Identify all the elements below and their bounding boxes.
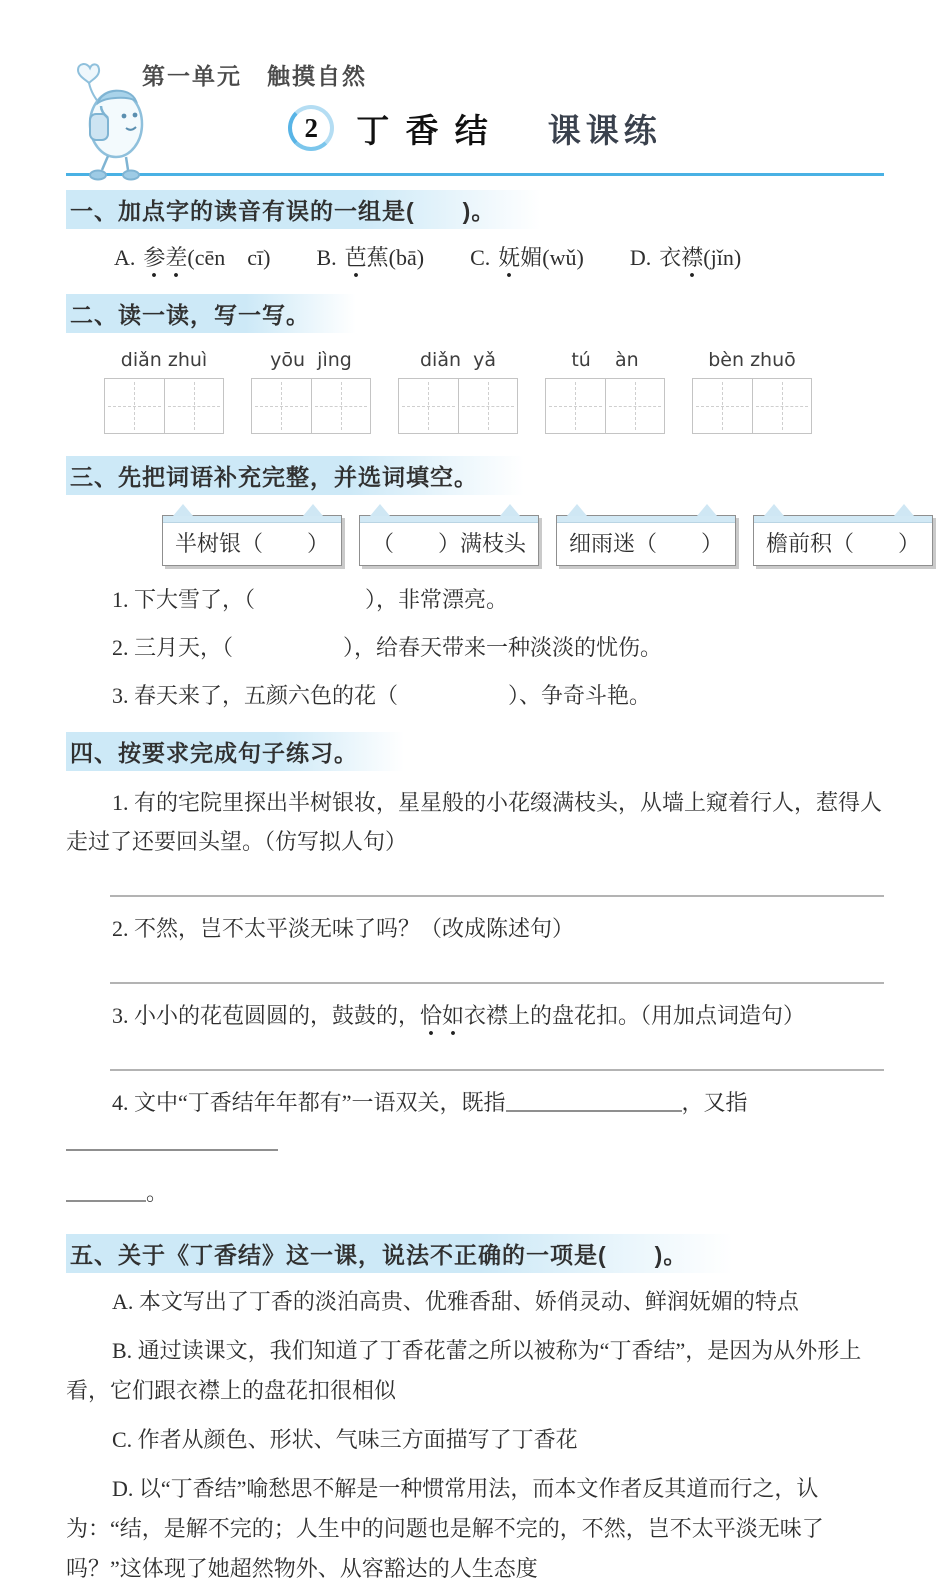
lesson-number-badge: 2 bbox=[288, 105, 334, 151]
s4-item-4: 4. 文中“丁香结年年都有”一语双关，既指 ，又指 bbox=[66, 1083, 884, 1161]
s5-option-a: A. 本文写出了丁香的淡泊高贵、优雅香甜、娇俏灵动、鲜润妩媚的特点 bbox=[112, 1289, 799, 1314]
s3-item-2: 2. 三月天，（ ），给春天带来一种淡淡的忧伤。 bbox=[112, 635, 663, 660]
grid-cell[interactable] bbox=[605, 379, 665, 433]
s5-option-d: D. 以“丁香结”喻愁思不解是一种惯常用法，而本文作者反其道而行之，认为：“结，是解不完的；人生中的问题也是解不完的，不然，岂不太平淡无味了吗？”这体现了她超然物外、从容豁达的人生态度 bbox=[66, 1476, 824, 1581]
grid-cell[interactable] bbox=[693, 379, 752, 433]
fill-blank[interactable] bbox=[506, 1090, 682, 1112]
s3-item-3: 3. 春天来了，五颜六色的花（ ）、争奇斗艳。 bbox=[112, 683, 652, 708]
word-block bbox=[692, 349, 812, 434]
s4-item-3: 3. 小小的花苞圆圆的，鼓鼓的，恰如衣襟上的盘花扣。（用加点词造句） bbox=[66, 996, 884, 1035]
section-4-title: 四、按要求完成句子练习。 bbox=[66, 732, 884, 771]
word-card: 半树银（ ） bbox=[162, 515, 342, 566]
answer-line[interactable] bbox=[110, 1069, 884, 1071]
writing-grid[interactable] bbox=[104, 378, 224, 434]
pinyin-label: yōu jìng bbox=[270, 349, 352, 371]
grid-cell[interactable] bbox=[546, 379, 605, 433]
writing-grid[interactable] bbox=[692, 378, 812, 434]
option-a: A. 参差(cēn cī) bbox=[114, 241, 270, 272]
option-d: D. 衣襟(jǐn) bbox=[630, 241, 741, 272]
brand-title: 课课练 bbox=[547, 111, 662, 149]
s3-item-1: 1. 下大雪了，（ ），非常漂亮。 bbox=[112, 587, 509, 612]
word-card: （ ）满枝头 bbox=[359, 515, 539, 566]
option-b: B. 芭蕉(bā) bbox=[316, 241, 424, 272]
s5-option-c: C. 作者从颜色、形状、气味三方面描写了丁香花 bbox=[112, 1427, 578, 1452]
card-pin-icon bbox=[894, 504, 914, 516]
section-1-title: 一、加点字的读音有误的一组是( )。 bbox=[66, 190, 884, 229]
lesson-title-row bbox=[66, 103, 884, 153]
grid-cell[interactable] bbox=[252, 379, 311, 433]
grid-cell[interactable] bbox=[399, 379, 458, 433]
word-card: 细雨迷（ ） bbox=[556, 515, 736, 566]
grid-cell[interactable] bbox=[105, 379, 164, 433]
pinyin-label: diǎn zhuì bbox=[120, 349, 208, 371]
s4-item-1: 1. 有的宅院里探出半树银妆，星星般的小花缀满枝头，从墙上窥着行人，惹得人走过了还要回头望。（仿写拟人句） bbox=[66, 790, 883, 854]
pinyin-label: bèn zhuō bbox=[708, 349, 796, 371]
section-2-title: 二、读一读，写一写。 bbox=[66, 294, 884, 333]
writing-grid[interactable] bbox=[545, 378, 665, 434]
s5-option-b: B. 通过读课文，我们知道了丁香花蕾之所以被称为“丁香结”，是因为从外形上看，它们跟衣襟上的盘花扣很相似 bbox=[66, 1338, 862, 1403]
card-pin-icon bbox=[500, 504, 520, 516]
section-1-options bbox=[114, 241, 884, 272]
word-block bbox=[104, 349, 224, 434]
answer-line[interactable] bbox=[110, 982, 884, 984]
s4-item-2: 2. 不然，岂不太平淡无味了吗？（改成陈述句） bbox=[112, 916, 575, 941]
section-3-title: 三、先把词语补充完整，并选词填空。 bbox=[66, 456, 884, 495]
word-card: 檐前积（ ） bbox=[753, 515, 933, 566]
pinyin-label: diǎn yǎ bbox=[420, 349, 496, 371]
fill-blank[interactable] bbox=[66, 1129, 278, 1151]
word-block bbox=[398, 349, 518, 434]
word-card-row bbox=[162, 515, 921, 566]
word-block bbox=[251, 349, 371, 434]
unit-title: 第一单元 触摸自然 bbox=[142, 63, 367, 89]
section-5-title: 五、关于《丁香结》这一课，说法不正确的一项是( )。 bbox=[66, 1234, 884, 1273]
pinyin-label: tú àn bbox=[571, 349, 639, 371]
card-pin-icon bbox=[303, 504, 323, 516]
answer-line[interactable] bbox=[110, 895, 884, 897]
card-pin-icon bbox=[370, 504, 390, 516]
grid-cell[interactable] bbox=[752, 379, 812, 433]
grid-cell[interactable] bbox=[164, 379, 224, 433]
writing-grid[interactable] bbox=[251, 378, 371, 434]
card-pin-icon bbox=[697, 504, 717, 516]
grid-cell[interactable] bbox=[458, 379, 518, 433]
header bbox=[66, 0, 884, 153]
card-pin-icon bbox=[764, 504, 784, 516]
header-divider bbox=[66, 173, 884, 176]
fill-blank[interactable] bbox=[66, 1180, 146, 1202]
mascot-icon bbox=[68, 58, 154, 190]
s4-item-4-tail: 。 bbox=[66, 1173, 884, 1212]
grid-cell[interactable] bbox=[311, 379, 371, 433]
card-pin-icon bbox=[173, 504, 193, 516]
writing-grid[interactable] bbox=[398, 378, 518, 434]
word-block bbox=[545, 349, 665, 434]
card-pin-icon bbox=[567, 504, 587, 516]
writing-grid-row bbox=[104, 349, 884, 434]
lesson-title: 丁 香 结 bbox=[356, 113, 492, 150]
option-c: C. 妩媚(wǔ) bbox=[470, 241, 584, 272]
